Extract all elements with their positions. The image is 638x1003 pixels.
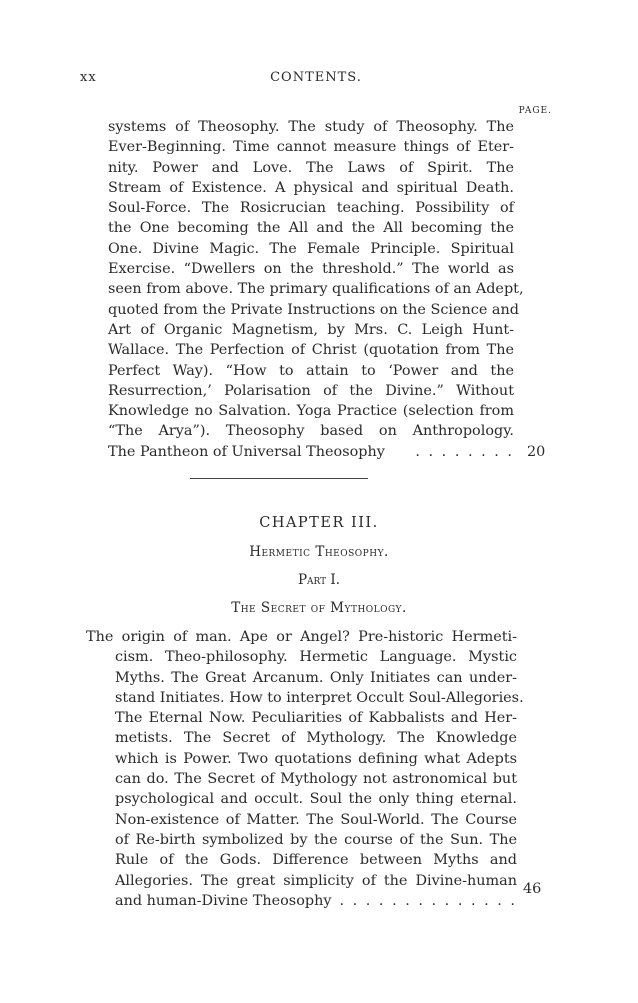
page-reference: 46 <box>523 881 542 897</box>
summary-line: of Re-birth symbolized by the course of the Sun. The <box>115 831 517 848</box>
summary-line: Non-existence of Matter. The Soul-World. The Course <box>115 811 517 828</box>
summary-line: Stream of Existence. A physical and spiritual Death. <box>108 179 514 196</box>
summary-line: cism. Theo-philosophy. Hermetic Language. Mystic <box>115 649 517 666</box>
summary-line: Perfect Way). “How to attain to ‘Power and the <box>108 362 514 379</box>
summary-line: Ever-Beginning. Time cannot measure things of Eter- <box>108 139 514 156</box>
summary-line: The origin of man. Ape or Angel? Pre-historic Hermeti- <box>86 629 517 645</box>
summary-line: seen from above. The primary qualifications of an Adept, <box>108 281 524 298</box>
summary-line: One. Divine Magic. The Female Principle. Spiritual <box>108 240 514 257</box>
page-column-label: PAGE. <box>518 106 552 116</box>
summary-last-line <box>115 891 517 911</box>
chapter-title: Hermetic Theosophy. <box>249 544 389 560</box>
summary-line: “The Arya”). Theosophy based on Anthropology. <box>108 423 514 440</box>
summary-line: The Pantheon of Universal Theosophy <box>108 443 385 460</box>
summary-line: and human-Divine Theosophy <box>115 892 332 909</box>
part-title: The Secret of Mythology. <box>231 600 407 616</box>
page-reference: 20 <box>527 444 546 460</box>
summary-line: Resurrection,’ Polarisation of the Divine.” Without <box>108 382 514 399</box>
summary-line: Soul-Force. The Rosicrucian teaching. Possibility of <box>108 200 514 217</box>
summary-line: Allegories. The great simplicity of the Divine-human <box>115 872 517 889</box>
summary-line: Wallace. The Perfection of Christ (quotation from The <box>108 342 514 359</box>
chapter-heading: CHAPTER III. <box>259 515 379 531</box>
page-number-roman: xx <box>80 70 97 85</box>
summary-line: The Eternal Now. Peculiarities of Kabbalists and Her- <box>115 710 517 727</box>
summary-line: Myths. The Great Arcanum. Only Initiates can under- <box>115 669 517 686</box>
dot-leaders: . . . . . . . . . . . . . . <box>339 892 517 909</box>
running-head-title: CONTENTS. <box>270 70 362 85</box>
part-label: Part I. <box>297 572 341 588</box>
summary-line: stand Initiates. How to interpret Occult Soul-Allegories. <box>115 689 524 706</box>
summary-line: Knowledge no Salvation. Yoga Practice (selection from <box>108 403 514 420</box>
summary-line: Rule of the Gods. Difference between Myths and <box>115 852 517 869</box>
summary-line: metists. The Secret of Mythology. The Knowledge <box>115 730 517 747</box>
summary-line: can do. The Secret of Mythology not astronomical but <box>115 771 517 788</box>
running-head <box>80 70 552 88</box>
summary-line: nity. Power and Love. The Laws of Spirit. The <box>108 159 514 176</box>
summary-last-line <box>108 442 514 462</box>
summary-line: the One becoming the All and the All becoming the <box>108 220 514 237</box>
summary-line: Art of Organic Magnetism, by Mrs. C. Leigh Hunt- <box>108 321 514 338</box>
chapter-iii-summary <box>86 627 524 911</box>
section-divider <box>190 478 368 479</box>
summary-line: quoted from the Private Instructions on the Science and <box>108 301 519 318</box>
summary-line: which is Power. Two quotations defining what Adepts <box>115 750 517 767</box>
dot-leaders: . . . . . . . . <box>415 443 514 460</box>
summary-line: Exercise. “Dwellers on the threshold.” The world as <box>108 261 514 278</box>
summary-line: psychological and occult. Soul the only thing eternal. <box>115 791 517 808</box>
chapter-ii-summary <box>108 117 524 462</box>
summary-line: systems of Theosophy. The study of Theosophy. The <box>108 119 514 135</box>
